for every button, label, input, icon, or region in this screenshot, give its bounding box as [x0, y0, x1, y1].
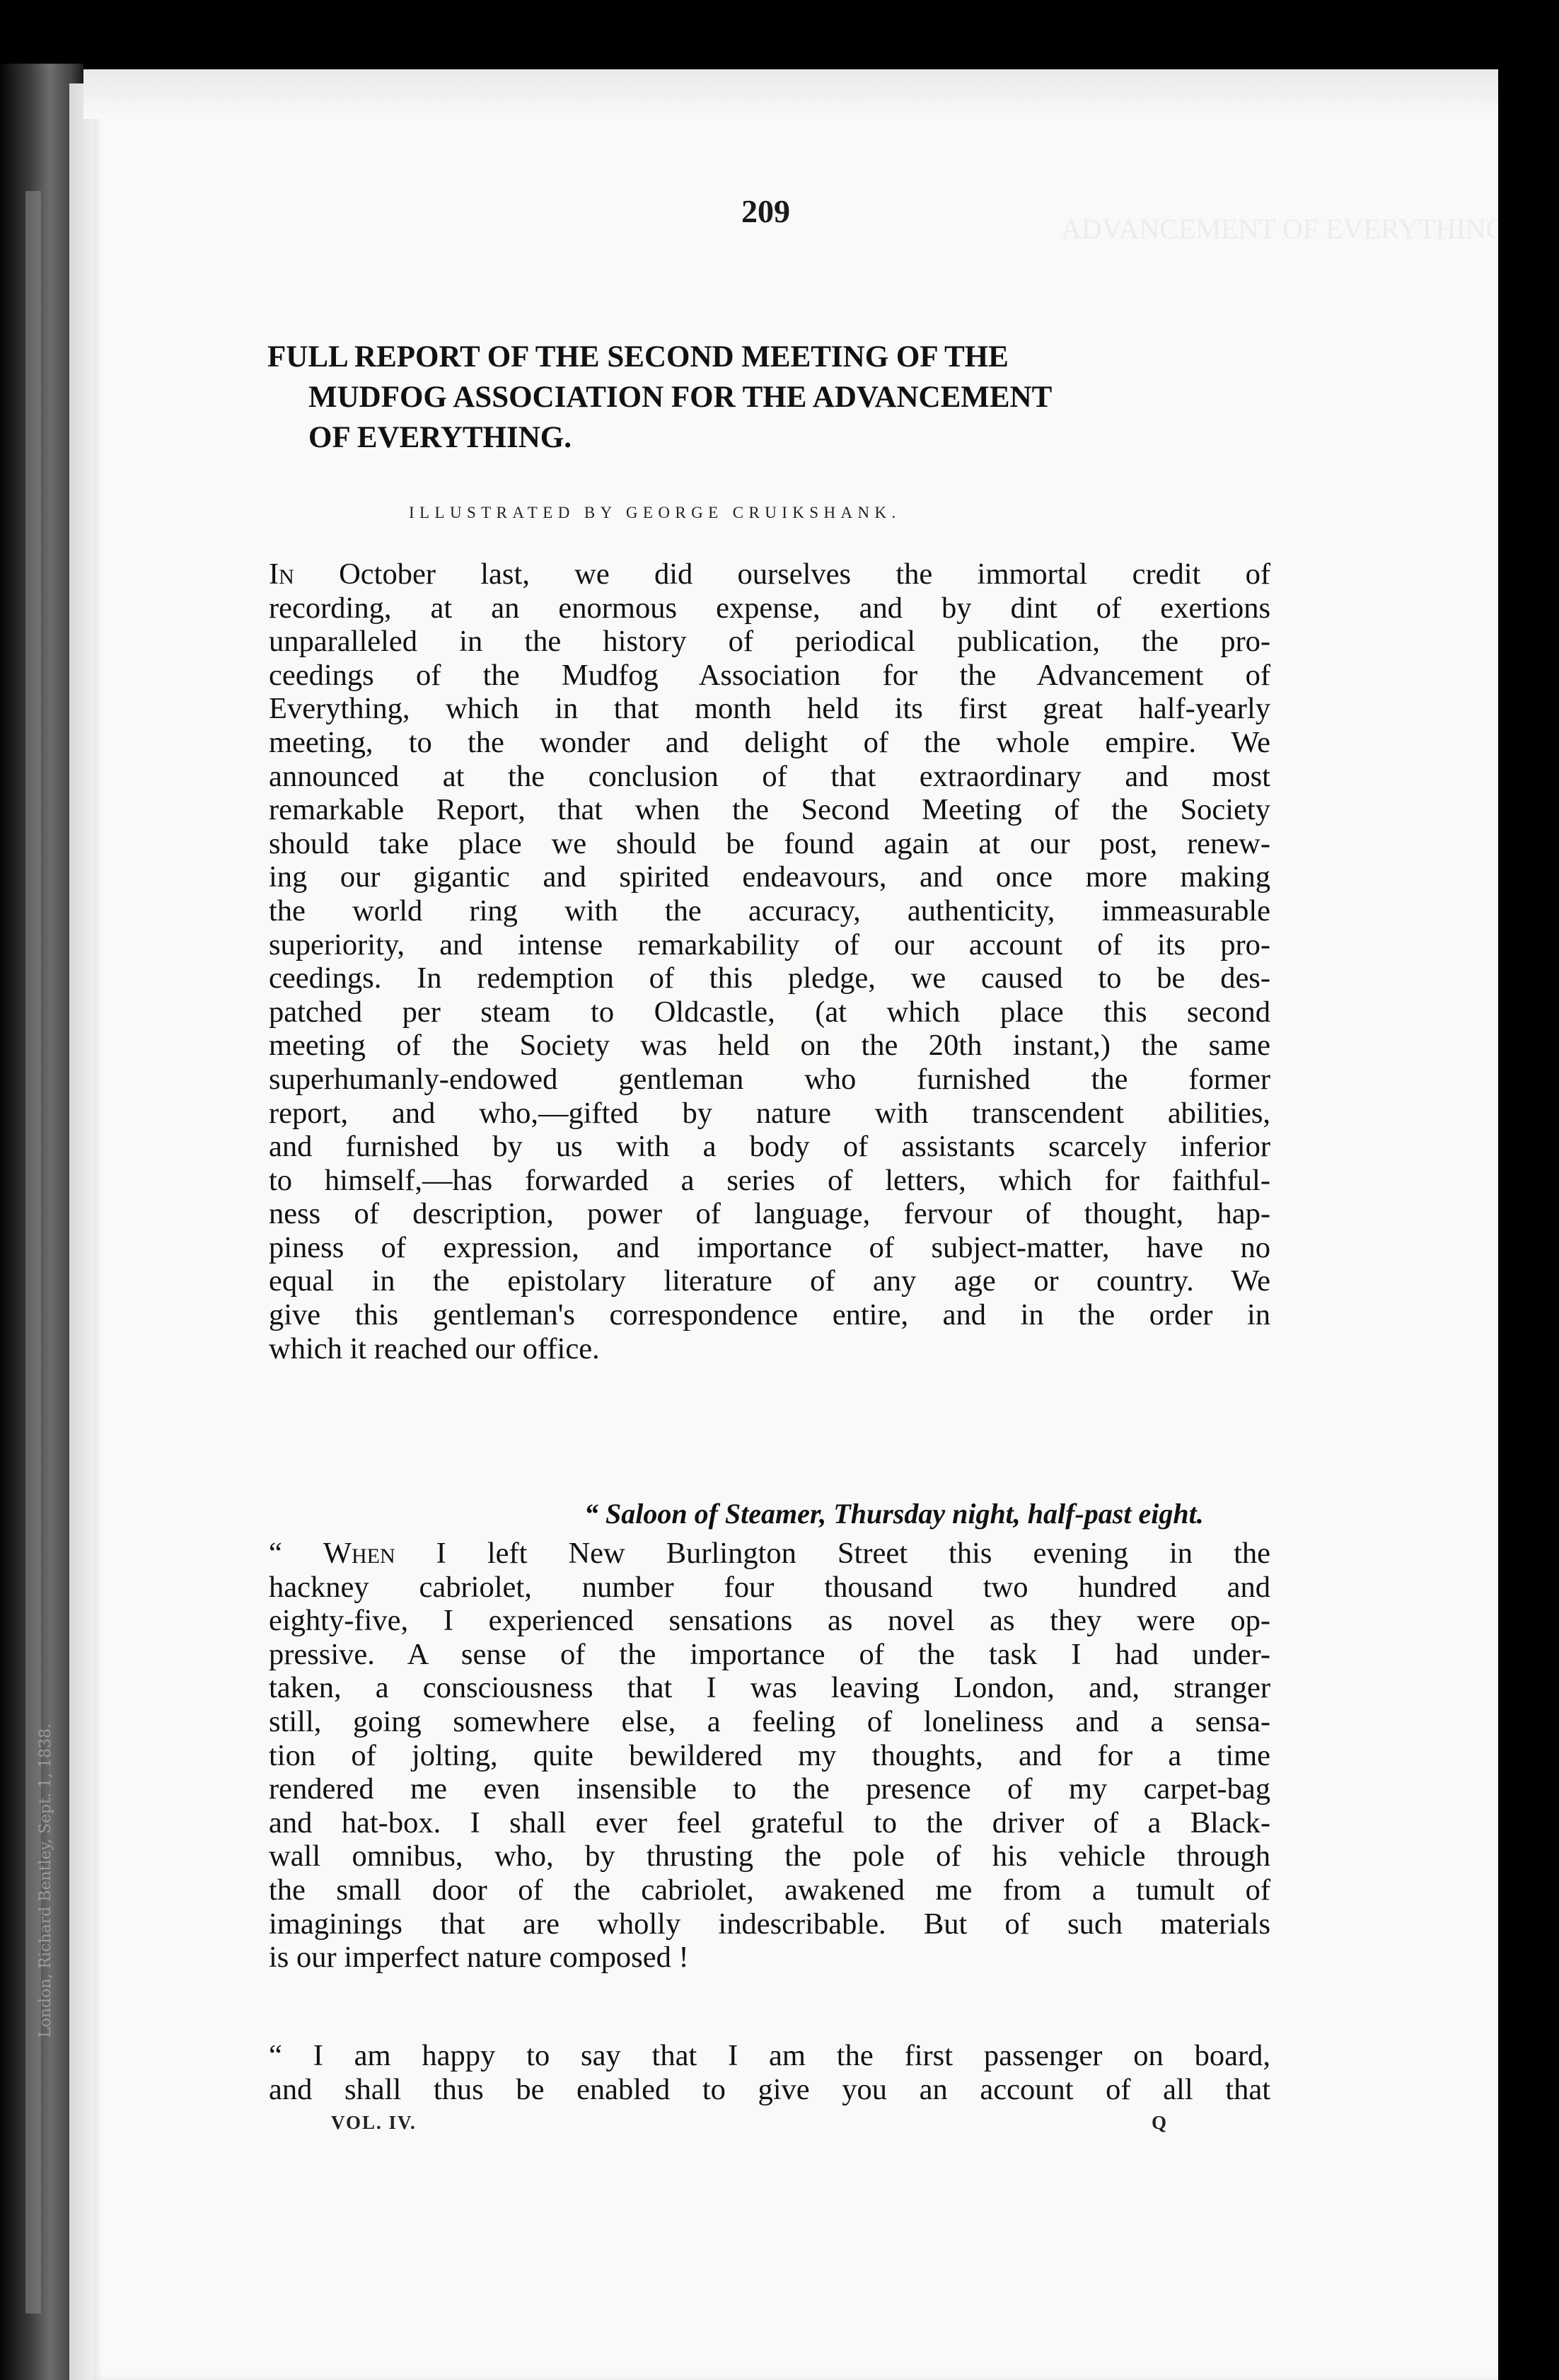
text-line: meeting of the Society was held on the 20th instant,) the same — [269, 1029, 1270, 1063]
text-line: wall omnibus, who, by thrusting the pole of his vehicle through — [269, 1839, 1270, 1873]
show-through-text: ADVANCEMENT OF EVERYTHING. — [1061, 213, 1514, 245]
text-line: unparalleled in the history of periodical publication, the pro- — [269, 625, 1270, 659]
chapter-title — [267, 337, 1272, 458]
paragraph-intro — [269, 558, 1270, 1365]
text-line: recording, at an enormous expense, and by dint of exertions — [269, 591, 1270, 625]
text-line: the small door of the cabriolet, awakened me from a tumult of — [269, 1873, 1270, 1907]
text-line: taken, a consciousness that I was leaving London, and, stranger — [269, 1671, 1270, 1705]
text-line: the world ring with the accuracy, authenticity, immeasurable — [269, 894, 1270, 928]
text-line: still, going somewhere else, a feeling of loneliness and a sensa- — [269, 1704, 1270, 1738]
title-line: FULL REPORT OF THE SECOND MEETING OF THE — [267, 340, 1009, 374]
text-line: tion of jolting, quite bewildered my thoughts, and for a time — [269, 1738, 1270, 1772]
text-line: to himself,—has forwarded a series of letters, which for faithful- — [269, 1163, 1270, 1197]
text-line: piness of expression, and importance of subject-matter, have no — [269, 1230, 1270, 1264]
volume-label: VOL. IV. — [331, 2112, 417, 2133]
signature-mark: Q — [1152, 2112, 1167, 2133]
text-line: and furnished by us with a body of assistants scarcely inferior — [269, 1130, 1270, 1164]
text-line: hackney cabriolet, number four thousand two hundred and — [269, 1570, 1270, 1604]
title-line: MUDFOG ASSOCIATION FOR THE ADVANCEMENT — [308, 381, 1053, 414]
text-line: meeting, to the wonder and delight of the whole empire. We — [269, 725, 1270, 759]
letter-dateline: “ Saloon of Steamer, Thursday night, half-past eight. — [584, 1498, 1204, 1530]
text-line: equal in the epistolary literature of any age or country. We — [269, 1264, 1270, 1298]
drop-word: When — [323, 1537, 395, 1570]
text-line: remarkable Report, that when the Second Meeting of the Society — [269, 793, 1270, 827]
text-line: ness of description, power of language, fervour of thought, hap- — [269, 1197, 1270, 1231]
text-line: rendered me even insensible to the presence of my carpet-bag — [269, 1772, 1270, 1806]
text-line: superiority, and intense remarkability of our account of its pro- — [269, 928, 1270, 961]
title-line: OF EVERYTHING. — [308, 421, 572, 454]
text-line: ing our gigantic and spirited endeavours, and once more making — [269, 860, 1270, 894]
text-line: which it reached our office. — [269, 1331, 600, 1365]
text-line: ceedings. In redemption of this pledge, we caused to be des- — [269, 961, 1270, 995]
paragraph-continued — [269, 2039, 1270, 2106]
text-line: and shall thus be enabled to give you an account of all that — [269, 2072, 1270, 2106]
illustrator-credit: ILLUSTRATED BY GEORGE CRUIKSHANK. — [409, 504, 901, 521]
text-line: is our imperfect nature composed ! — [269, 1941, 689, 1975]
page-number: 209 — [741, 193, 790, 229]
text-line: eighty-five, I experienced sensations as novel as they were op- — [269, 1604, 1270, 1638]
plate-imprint: London, Richard Bentley, Sept. 1, 1838. — [37, 1723, 54, 2038]
text-line: “ I am happy to say that I am the first passenger on board, — [269, 2039, 1270, 2072]
text-line: pressive. A sense of the importance of the task I had under- — [269, 1637, 1270, 1671]
drop-word: In — [269, 558, 294, 591]
text-line: imaginings that are wholly indescribable. But of such materials — [269, 1907, 1270, 1941]
text-line: patched per steam to Oldcastle, (at which place this second — [269, 995, 1270, 1029]
page-top-shade — [83, 69, 1498, 119]
text-line: ceedings of the Mudfog Association for the Advancement of — [269, 658, 1270, 692]
text-line: and hat-box. I shall ever feel grateful to the driver of a Black- — [269, 1806, 1270, 1839]
text-line: superhumanly-endowed gentleman who furnished the former — [269, 1062, 1270, 1096]
text-line: Everything, which in that month held its first great half-yearly — [269, 692, 1270, 726]
paragraph-letter — [269, 1537, 1270, 1975]
text-line: In October last, we did ourselves the immortal credit of — [269, 558, 1270, 591]
text-line: give this gentleman's correspondence entire, and in the order in — [269, 1298, 1270, 1332]
text-line: should take place we should be found again at our post, renew- — [269, 826, 1270, 860]
text-line: report, and who,—gifted by nature with transcendent abilities, — [269, 1096, 1270, 1130]
text-line: “ When I left New Burlington Street this evening in the — [269, 1537, 1270, 1570]
text-line: announced at the conclusion of that extraordinary and most — [269, 759, 1270, 793]
